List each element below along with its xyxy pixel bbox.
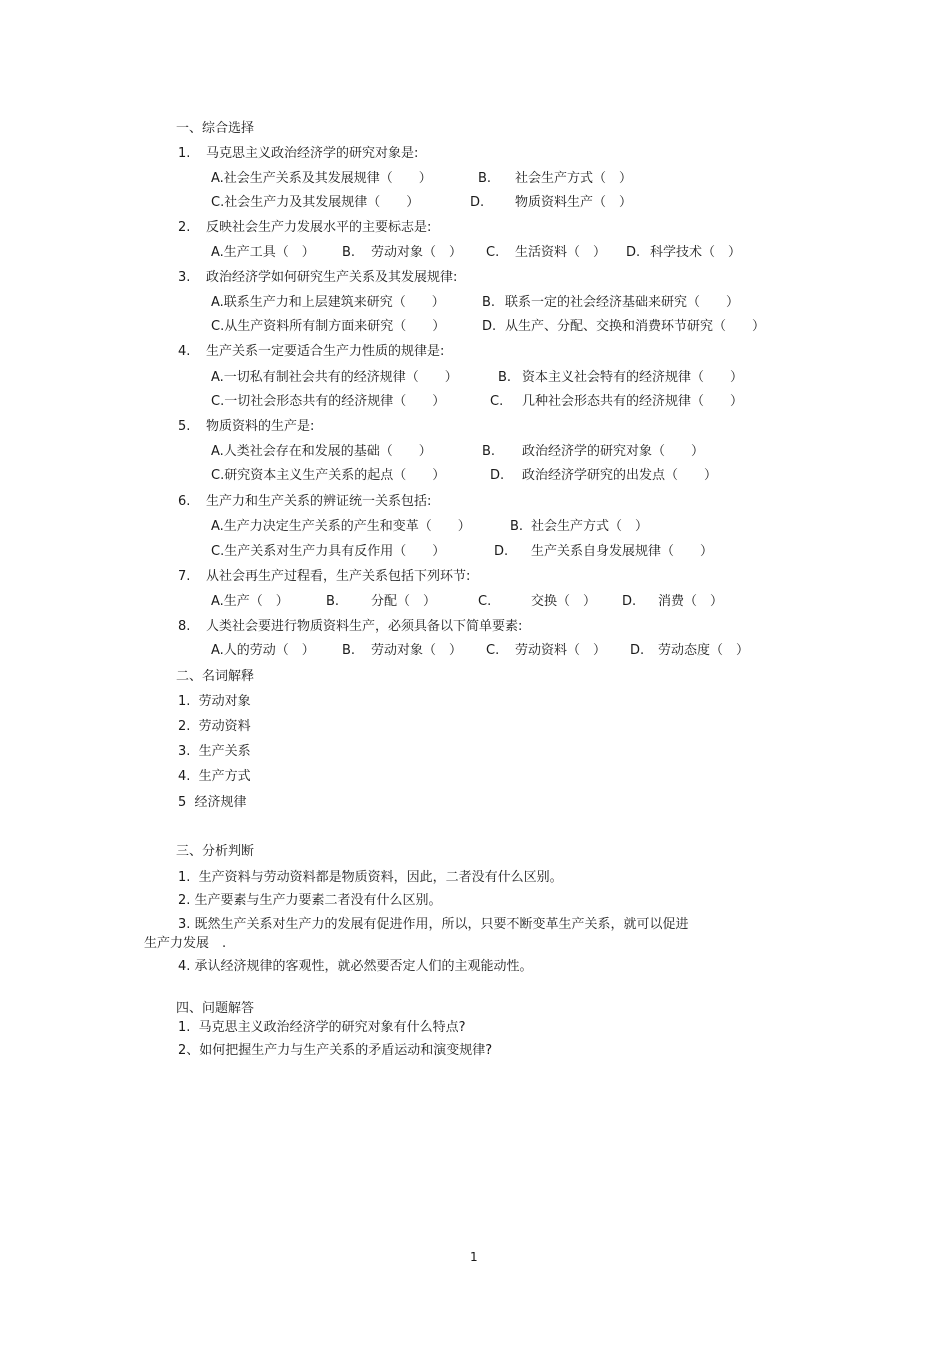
q6-option-b[interactable]: 社会生产方式（ ）: [531, 519, 649, 534]
judge-4: 4. 承认经济规律的客观性，就必然要否定人们的主观能动性。: [178, 959, 533, 974]
q8-option-c-letter: C.: [486, 643, 500, 658]
q2-number: 2.: [178, 220, 191, 235]
q7-option-a[interactable]: A.生产（ ）: [211, 594, 289, 609]
q2-option-b[interactable]: 劳动对象（ ）: [371, 245, 463, 260]
q3-option-d[interactable]: 从生产、分配、交换和消费环节研究（ ）: [505, 319, 766, 334]
q7-number: 7.: [178, 569, 191, 584]
q3-text: 政治经济学如何研究生产关系及其发展规律:: [206, 270, 458, 285]
q8-option-a[interactable]: A.人的劳动（ ）: [211, 643, 315, 658]
q8-number: 8.: [178, 619, 191, 634]
q4-option-d-letter: C.: [490, 394, 504, 409]
q8-option-b-letter: B.: [342, 643, 356, 658]
q7-option-d[interactable]: 消费（ ）: [658, 594, 724, 609]
q8-option-c[interactable]: 劳动资料（ ）: [515, 643, 607, 658]
q7-option-d-letter: D.: [622, 594, 637, 609]
q5-option-b-letter: B.: [482, 444, 496, 459]
q7-text: 从社会再生产过程看，生产关系包括下列环节:: [206, 569, 471, 584]
answer-question-1: 1. 马克思主义政治经济学的研究对象有什么特点?: [178, 1020, 466, 1035]
term-2: 2. 劳动资料: [178, 719, 251, 734]
section-title-1: 一、综合选择: [176, 121, 255, 136]
judge-1: 1. 生产资料与劳动资料都是物质资料，因此，二者没有什么区别。: [178, 870, 563, 885]
judge-3-continued: 生产力发展 .: [144, 936, 227, 951]
q1-text: 马克思主义政治经济学的研究对象是:: [206, 146, 419, 161]
q3-option-d-letter: D.: [482, 319, 497, 334]
q6-option-c[interactable]: C.生产关系对生产力具有反作用（ ）: [211, 544, 446, 559]
q5-number: 5.: [178, 419, 191, 434]
q8-option-d[interactable]: 劳动态度（ ）: [658, 643, 750, 658]
judge-2: 2. 生产要素与生产力要素二者没有什么区别。: [178, 893, 442, 908]
term-4: 4. 生产方式: [178, 769, 251, 784]
q3-option-a[interactable]: A.联系生产力和上层建筑来研究（ ）: [211, 295, 445, 310]
q2-option-c-letter: C.: [486, 245, 500, 260]
q7-option-b-letter: B.: [326, 594, 340, 609]
q6-option-d-letter: D.: [494, 544, 509, 559]
q1-option-b[interactable]: 社会生产方式（ ）: [515, 171, 633, 186]
q3-option-b-letter: B.: [482, 295, 496, 310]
q3-option-c[interactable]: C.从生产资料所有制方面来研究（ ）: [211, 319, 446, 334]
q6-option-a[interactable]: A.生产力决定生产关系的产生和变革（ ）: [211, 519, 471, 534]
q8-option-d-letter: D.: [630, 643, 645, 658]
q4-option-b-letter: B.: [498, 370, 512, 385]
q4-option-d[interactable]: 几种社会形态共有的经济规律（ ）: [522, 394, 744, 409]
q4-option-c[interactable]: C.一切社会形态共有的经济规律（ ）: [211, 394, 446, 409]
q5-option-a[interactable]: A.人类社会存在和发展的基础（ ）: [211, 444, 432, 459]
q8-text: 人类社会要进行物质资料生产，必须具备以下简单要素:: [206, 619, 523, 634]
q7-option-c[interactable]: 交换（ ）: [531, 594, 597, 609]
section-title-2: 二、名词解释: [176, 669, 255, 684]
term-3: 3. 生产关系: [178, 744, 251, 759]
judge-3: 3. 既然生产关系对生产力的发展有促进作用，所以，只要不断变革生产关系，就可以促进: [178, 917, 689, 932]
q8-option-b[interactable]: 劳动对象（ ）: [371, 643, 463, 658]
section-title-3: 三、分析判断: [176, 844, 255, 859]
q2-option-d[interactable]: 科学技术（ ）: [650, 245, 742, 260]
q5-option-d[interactable]: 政治经济学研究的出发点（ ）: [522, 468, 718, 483]
q3-number: 3.: [178, 270, 191, 285]
term-5: 5 经济规律: [178, 795, 247, 810]
q1-option-b-letter: B.: [478, 171, 492, 186]
q1-option-c[interactable]: C.社会生产力及其发展规律（ ）: [211, 195, 420, 210]
q6-option-b-letter: B.: [510, 519, 524, 534]
q6-number: 6.: [178, 494, 191, 509]
answer-question-2: 2、如何把握生产力与生产关系的矛盾运动和演变规律?: [178, 1043, 493, 1058]
q1-option-a[interactable]: A.社会生产关系及其发展规律（ ）: [211, 171, 432, 186]
q2-option-d-letter: D.: [626, 245, 641, 260]
q1-option-d-letter: D.: [470, 195, 485, 210]
q2-text: 反映社会生产力发展水平的主要标志是:: [206, 220, 432, 235]
q7-option-c-letter: C.: [478, 594, 492, 609]
q5-option-d-letter: D.: [490, 468, 505, 483]
q7-option-b[interactable]: 分配（ ）: [371, 594, 437, 609]
q2-option-c[interactable]: 生活资料（ ）: [515, 245, 607, 260]
q5-text: 物质资料的生产是:: [206, 419, 315, 434]
page-number: 1: [470, 1250, 478, 1264]
q4-number: 4.: [178, 344, 191, 359]
section-title-4: 四、问题解答: [176, 1001, 255, 1016]
term-1: 1. 劳动对象: [178, 694, 251, 709]
q6-option-d[interactable]: 生产关系自身发展规律（ ）: [531, 544, 714, 559]
q5-option-c[interactable]: C.研究资本主义生产关系的起点（ ）: [211, 468, 446, 483]
q4-text: 生产关系一定要适合生产力性质的规律是:: [206, 344, 445, 359]
q1-number: 1.: [178, 146, 191, 161]
q4-option-b[interactable]: 资本主义社会特有的经济规律（ ）: [522, 370, 744, 385]
q4-option-a[interactable]: A.一切私有制社会共有的经济规律（ ）: [211, 370, 458, 385]
q5-option-b[interactable]: 政治经济学的研究对象（ ）: [522, 444, 705, 459]
q1-option-d[interactable]: 物质资料生产（ ）: [515, 195, 633, 210]
q6-text: 生产力和生产关系的辨证统一关系包括:: [206, 494, 432, 509]
q3-option-b[interactable]: 联系一定的社会经济基础来研究（ ）: [505, 295, 740, 310]
q2-option-b-letter: B.: [342, 245, 356, 260]
q2-option-a[interactable]: A.生产工具（ ）: [211, 245, 315, 260]
